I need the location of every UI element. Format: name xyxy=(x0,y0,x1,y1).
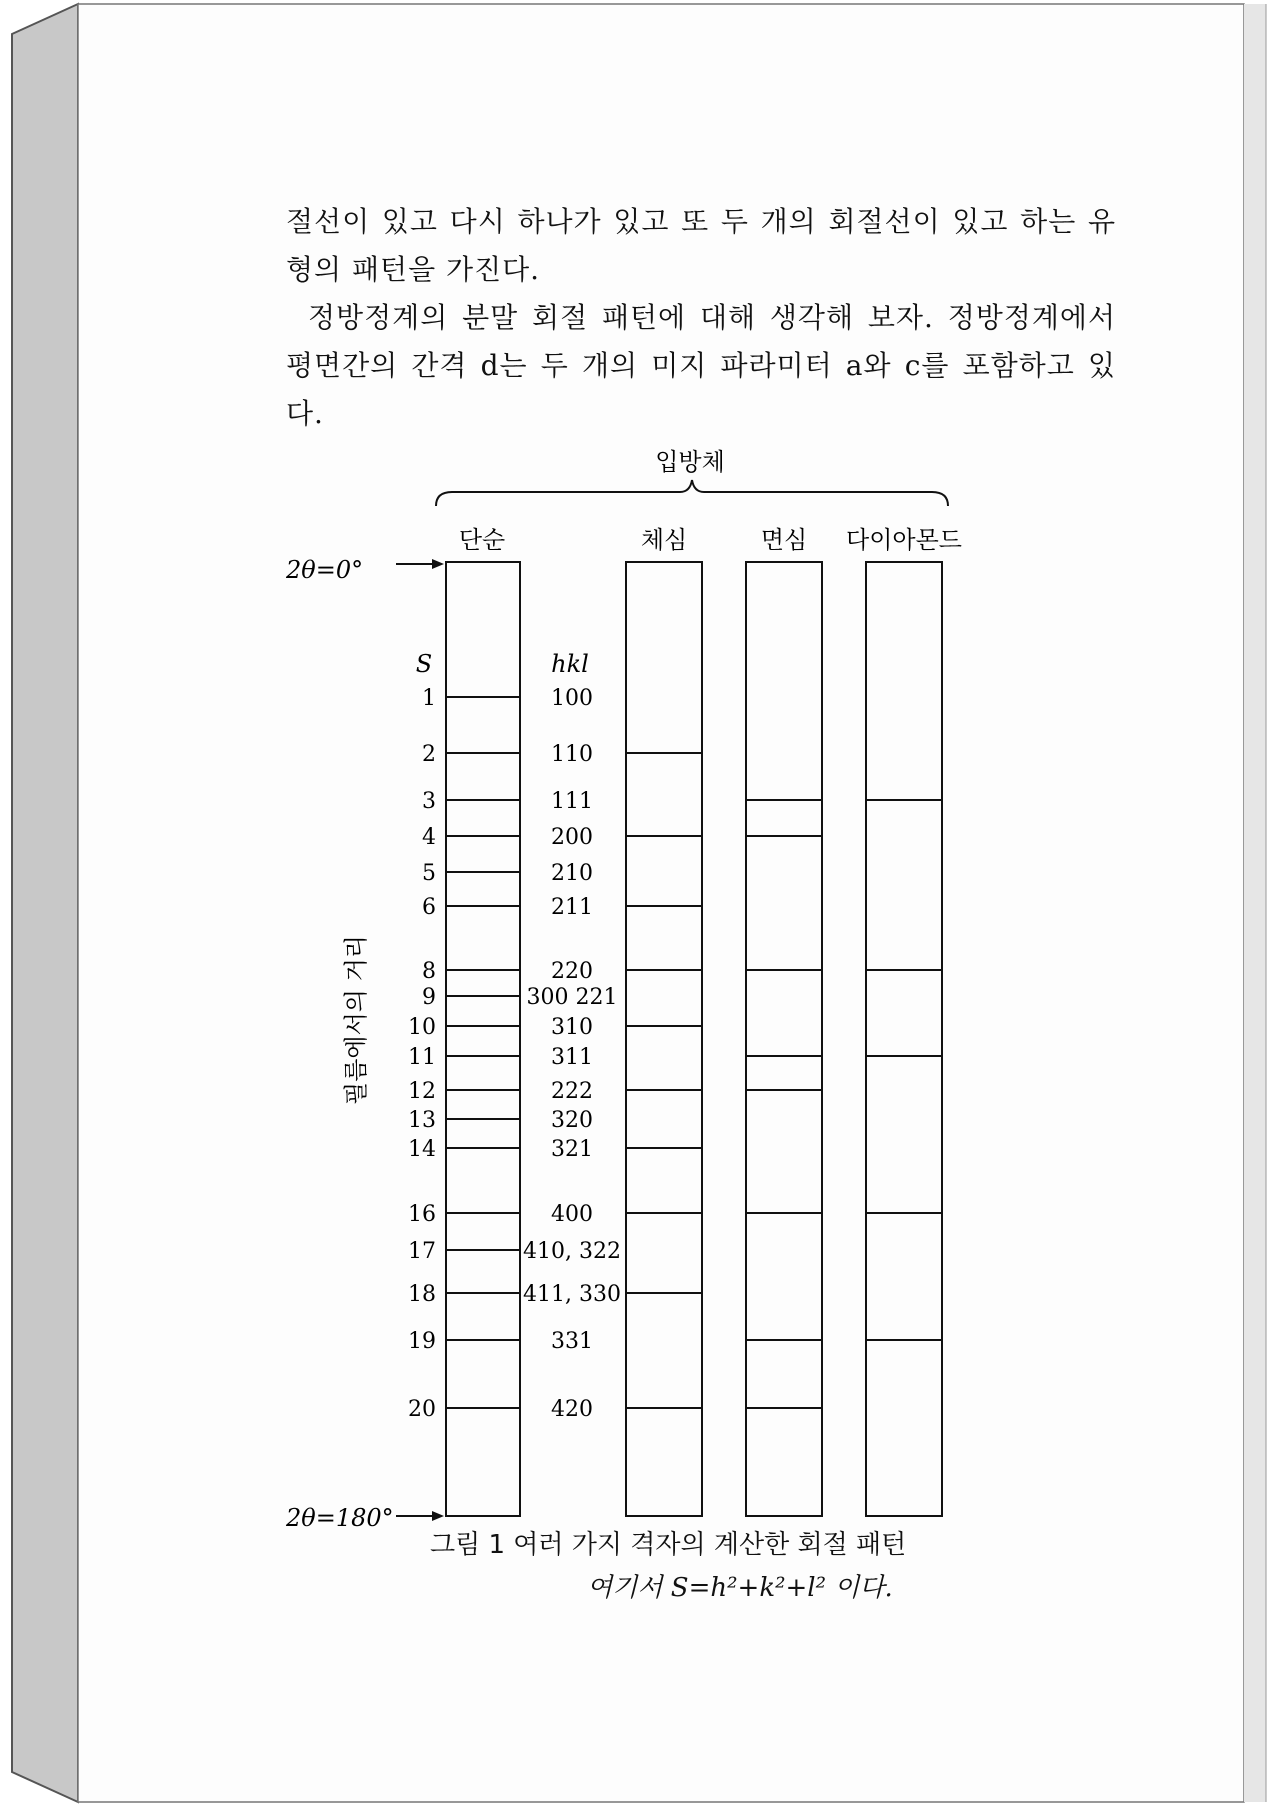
hkl-label: 210 xyxy=(551,861,593,886)
hkl-label: 222 xyxy=(551,1079,593,1104)
hkl-label: 410, 322 xyxy=(523,1239,621,1264)
s-label: 13 xyxy=(408,1108,436,1133)
s-label: 8 xyxy=(422,959,436,984)
hkl-label: 320 xyxy=(551,1108,593,1133)
hkl-label: 411, 330 xyxy=(523,1282,621,1307)
hkl-label: 220 xyxy=(551,959,593,984)
s-label: 9 xyxy=(422,985,436,1010)
paragraph-1: 절선이 있고 다시 하나가 있고 또 두 개의 회절선이 있고 하는 유형의 패턴을 가진다. xyxy=(286,205,1116,286)
column-label-bcc: 체심 xyxy=(640,526,688,554)
s-label: 16 xyxy=(408,1202,436,1227)
hkl-label: 100 xyxy=(551,686,593,711)
column-label-fcc: 면심 xyxy=(760,526,808,554)
figure-caption-formula: 여기서 S=h²+k²+l² 이다. xyxy=(587,1573,893,1603)
diffraction-lines xyxy=(408,686,942,1422)
s-label: 6 xyxy=(422,895,436,920)
strip-fcc xyxy=(746,562,822,1516)
hkl-label: 200 xyxy=(551,825,593,850)
paragraph-2: 정방정계의 분말 회절 패턴에 대해 생각해 보자. 정방정계에서 평면간의 간격 d는 두 개의 미지 파라미터 a와 c를 포함하고 있다. xyxy=(286,301,1116,430)
s-header: S xyxy=(415,650,433,678)
hkl-label: 310 xyxy=(551,1015,593,1040)
s-label: 12 xyxy=(408,1079,436,1104)
hkl-label: 211 xyxy=(551,895,593,920)
hkl-label: 420 xyxy=(551,1397,593,1422)
hkl-label: 400 xyxy=(551,1202,593,1227)
hkl-label: 311 xyxy=(551,1045,593,1070)
s-label: 19 xyxy=(408,1329,436,1354)
bottom-marker-arrowhead xyxy=(432,1511,444,1521)
s-label: 5 xyxy=(422,861,436,886)
s-label: 2 xyxy=(422,742,436,767)
hkl-label: 321 xyxy=(551,1137,593,1162)
s-label: 10 xyxy=(408,1015,436,1040)
s-label: 1 xyxy=(422,686,436,711)
s-label: 17 xyxy=(408,1239,436,1264)
hkl-label: 110 xyxy=(551,742,593,767)
s-label: 4 xyxy=(422,825,436,850)
strip-bcc xyxy=(626,562,702,1516)
axis-label: 필름에서의 거리 xyxy=(342,935,370,1105)
strip-diamond xyxy=(866,562,942,1516)
hkl-label: 331 xyxy=(551,1329,593,1354)
hkl-header: hkl xyxy=(551,650,589,678)
bottom-marker: 2θ=180° xyxy=(286,1504,394,1532)
s-label: 14 xyxy=(408,1137,436,1162)
top-marker: 2θ=0° xyxy=(286,556,364,584)
group-label: 입방체 xyxy=(655,448,725,476)
s-label: 20 xyxy=(408,1397,436,1422)
s-label: 18 xyxy=(408,1282,436,1307)
hkl-label: 111 xyxy=(551,789,593,814)
strip-simple xyxy=(446,562,520,1516)
group-brace xyxy=(436,480,948,506)
column-label-diamond: 다이아몬드 xyxy=(846,526,962,554)
figure-caption-title: 그림 1 여러 가지 격자의 계산한 회절 패턴 xyxy=(430,1530,907,1560)
s-label: 3 xyxy=(422,789,436,814)
column-label-simple: 단순 xyxy=(458,526,506,554)
s-label: 11 xyxy=(408,1045,436,1070)
top-marker-arrowhead xyxy=(432,559,444,569)
hkl-label: 300 221 xyxy=(526,985,618,1010)
